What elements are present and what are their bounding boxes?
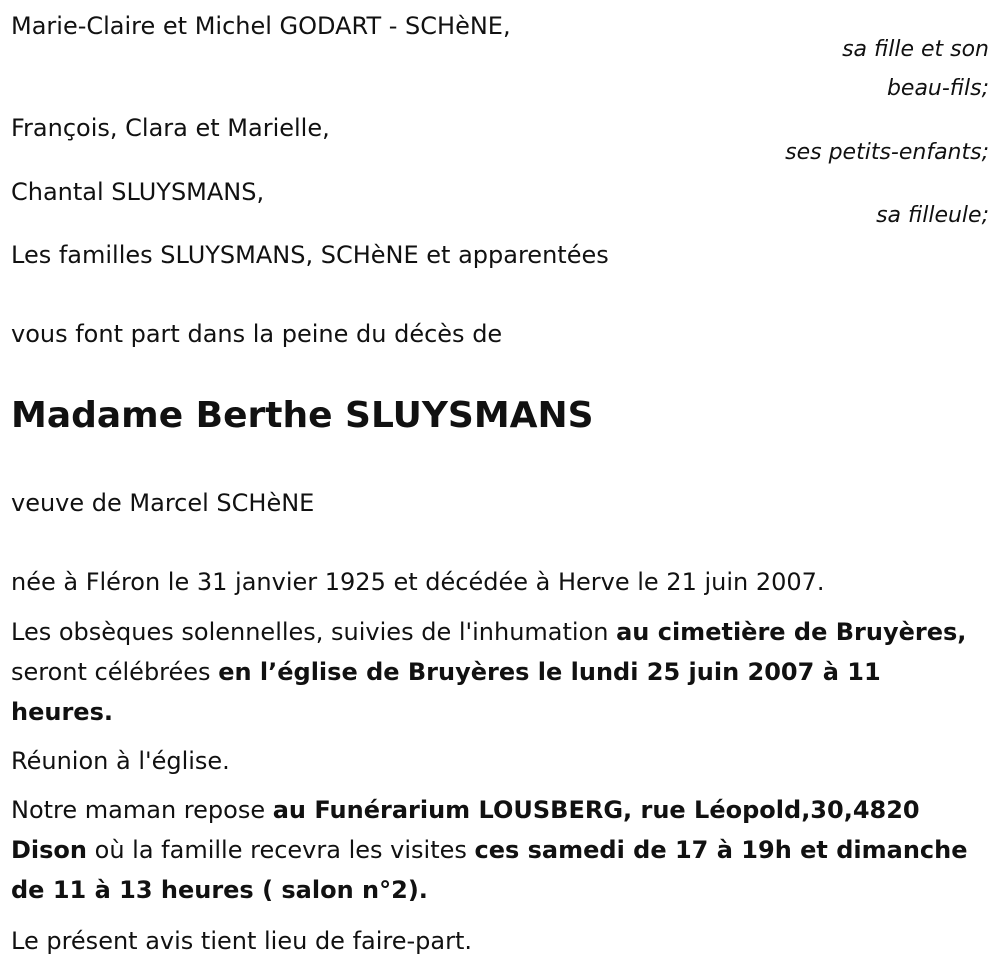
family-families: Les familles SLUYSMANS, SCHèNE et apparentées bbox=[11, 241, 609, 269]
funeral-text-1: Les obsèques solennelles, suivies de l'inhumation bbox=[11, 618, 617, 646]
birth-death: née à Fléron le 31 janvier 1925 et décédée à Herve le 21 juin 2007. bbox=[11, 568, 825, 596]
widow-of: veuve de Marcel SCHèNE bbox=[11, 489, 315, 517]
family-godart: Marie-Claire et Michel GODART - SCHèNE, bbox=[11, 12, 511, 40]
family-grandchildren-relation: ses petits-enfants; bbox=[785, 140, 989, 165]
family-chantal: Chantal SLUYSMANS, bbox=[11, 178, 265, 206]
funeral-church-date: en l’église de Bruyères le lundi 25 juin 2007 à 11 heures. bbox=[11, 658, 881, 726]
rest-paragraph bbox=[11, 790, 989, 910]
family-grandchildren: François, Clara et Marielle, bbox=[11, 114, 330, 142]
family-godart-relation-1: sa fille et son bbox=[842, 37, 989, 62]
funeral-cemetery: au cimetière de Bruyères, bbox=[616, 618, 967, 646]
notice-text: Le présent avis tient lieu de faire-part. bbox=[11, 927, 473, 955]
rest-text-1: Notre maman repose bbox=[11, 796, 273, 824]
rest-visits: ces samedi de 17 à 19h et dimanche de 11 à 13 heures ( salon n°2). bbox=[11, 836, 968, 904]
rest-funerarium: au Funérarium LOUSBERG, rue Léopold,30,4820 Dison bbox=[11, 796, 920, 864]
family-godart-relation-2: beau-fils; bbox=[886, 76, 989, 101]
meeting-text: Réunion à l'église. bbox=[11, 747, 230, 775]
family-chantal-relation: sa filleule; bbox=[876, 203, 989, 228]
announcement-text: vous font part dans la peine du décès de bbox=[11, 320, 503, 348]
rest-text-2: où la famille recevra les visites bbox=[87, 836, 475, 864]
funeral-paragraph bbox=[11, 612, 989, 732]
deceased-name: Madame Berthe SLUYSMANS bbox=[11, 395, 594, 436]
funeral-text-2: seront célébrées bbox=[11, 658, 219, 686]
